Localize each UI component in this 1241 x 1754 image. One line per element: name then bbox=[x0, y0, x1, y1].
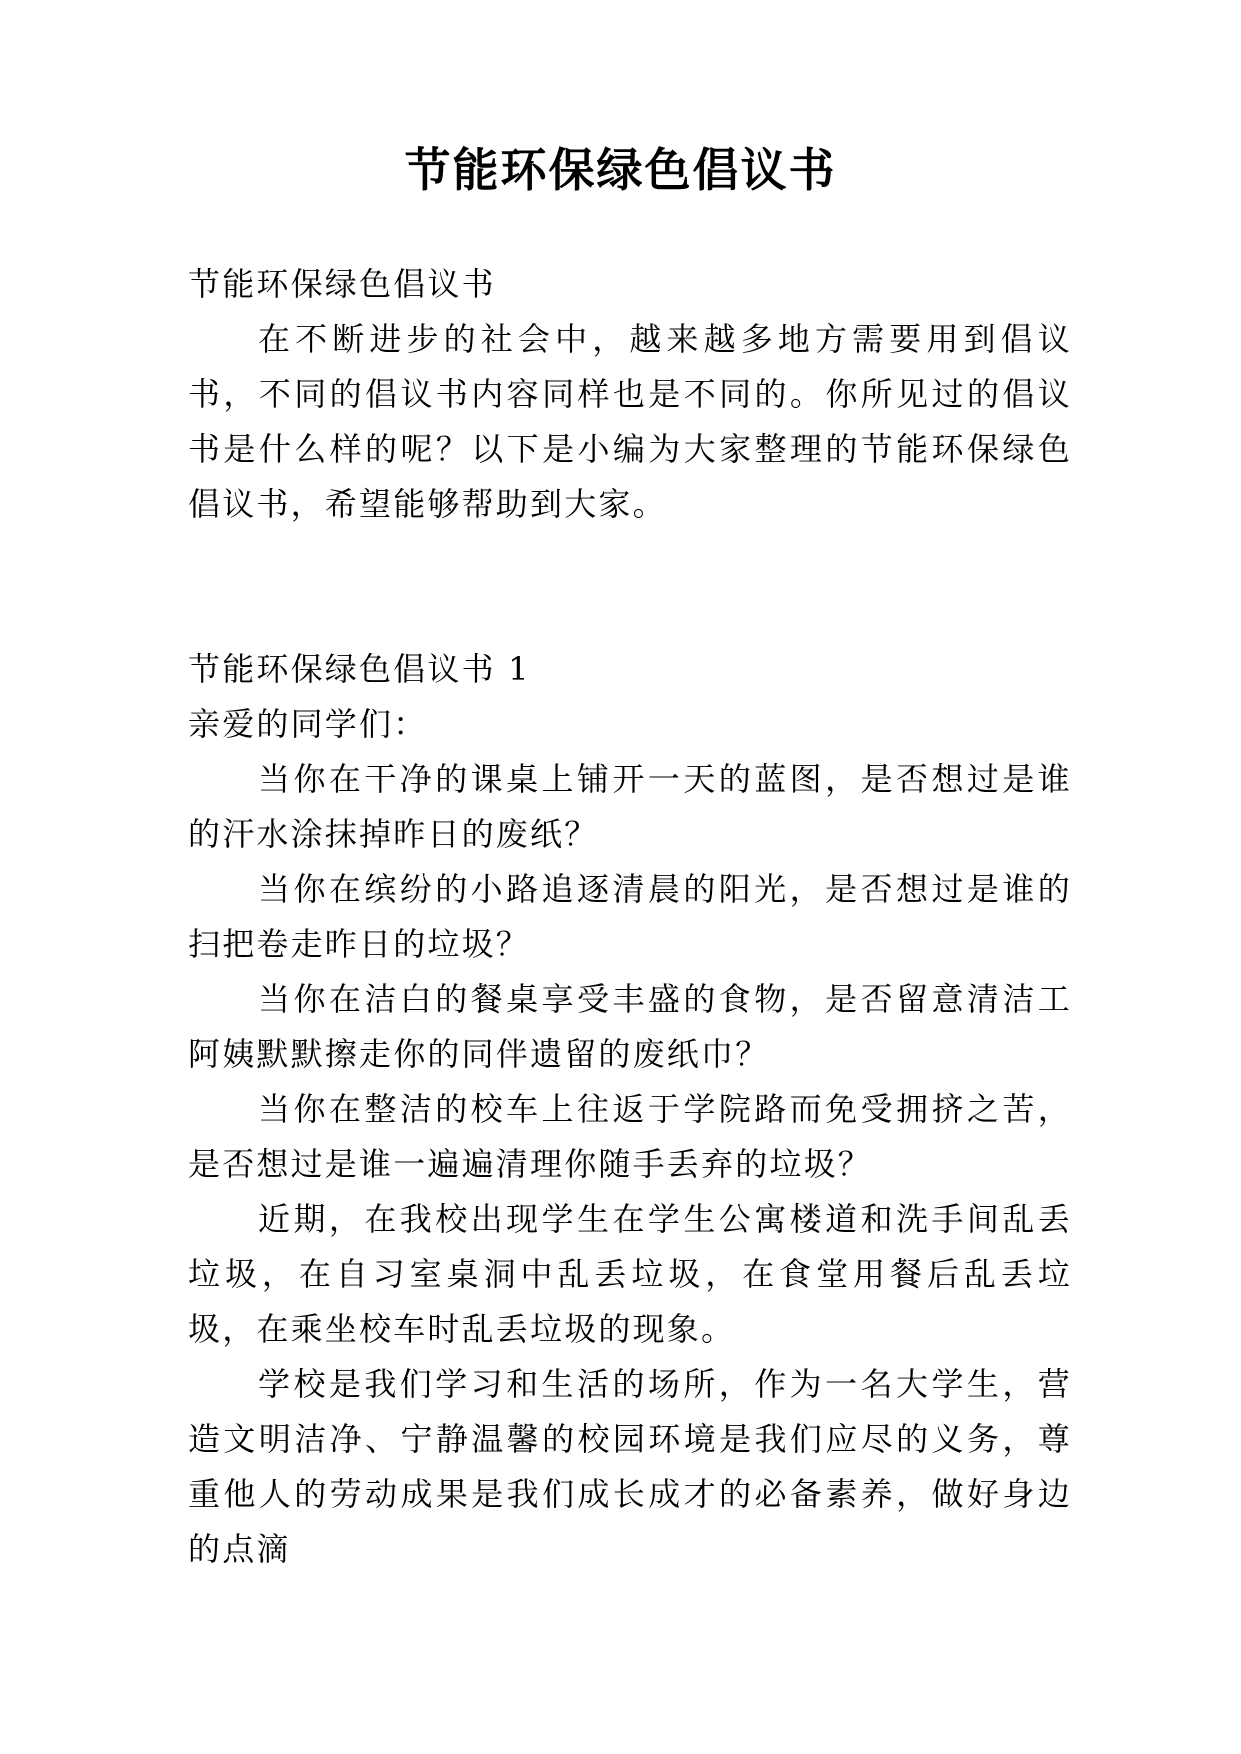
paragraph: 当你在缤纷的小路追逐清晨的阳光，是否想过是谁的扫把卷走昨日的垃圾？ bbox=[188, 870, 1072, 963]
paragraph: 当你在洁白的餐桌享受丰盛的食物，是否留意清洁工阿姨默默擦走你的同伴遗留的废纸巾？ bbox=[188, 980, 1072, 1073]
paragraph: 在不断进步的社会中，越来越多地方需要用到倡议书，不同的倡议书内容同样也是不同的。你所见过的倡议书是什么样的呢？以下是小编为大家整理的节能环保绿色倡议书，希望能够帮助到大家。 bbox=[188, 320, 1072, 523]
blank-line bbox=[188, 532, 1072, 642]
document-title: 节能环保绿色倡议书 bbox=[404, 143, 837, 197]
paragraph: 近期，在我校出现学生在学生公寓楼道和洗手间乱丢垃圾，在自习室桌洞中乱丢垃圾，在食堂用餐后乱丢垃圾，在乘坐校车时乱丢垃圾的现象。 bbox=[188, 1200, 1072, 1348]
paragraph: 当你在干净的课桌上铺开一天的蓝图，是否想过是谁的汗水涂抹掉昨日的废纸？ bbox=[188, 760, 1072, 853]
paragraph: 节能环保绿色倡议书 bbox=[188, 265, 496, 303]
paragraph: 当你在整洁的校车上往返于学院路而免受拥挤之苦，是否想过是谁一遍遍清理你随手丢弃的垃圾？ bbox=[188, 1090, 1072, 1183]
paragraph: 节能环保绿色倡议书 1 bbox=[188, 650, 531, 688]
paragraph: 学校是我们学习和生活的场所，作为一名大学生，营造文明洁净、宁静温馨的校园环境是我们应尽的义务，尊重他人的劳动成果是我们成长成才的必备素养，做好身边的点滴 bbox=[188, 1365, 1072, 1568]
paragraph: 亲爱的同学们： bbox=[188, 705, 428, 743]
document-body bbox=[188, 257, 1072, 1577]
